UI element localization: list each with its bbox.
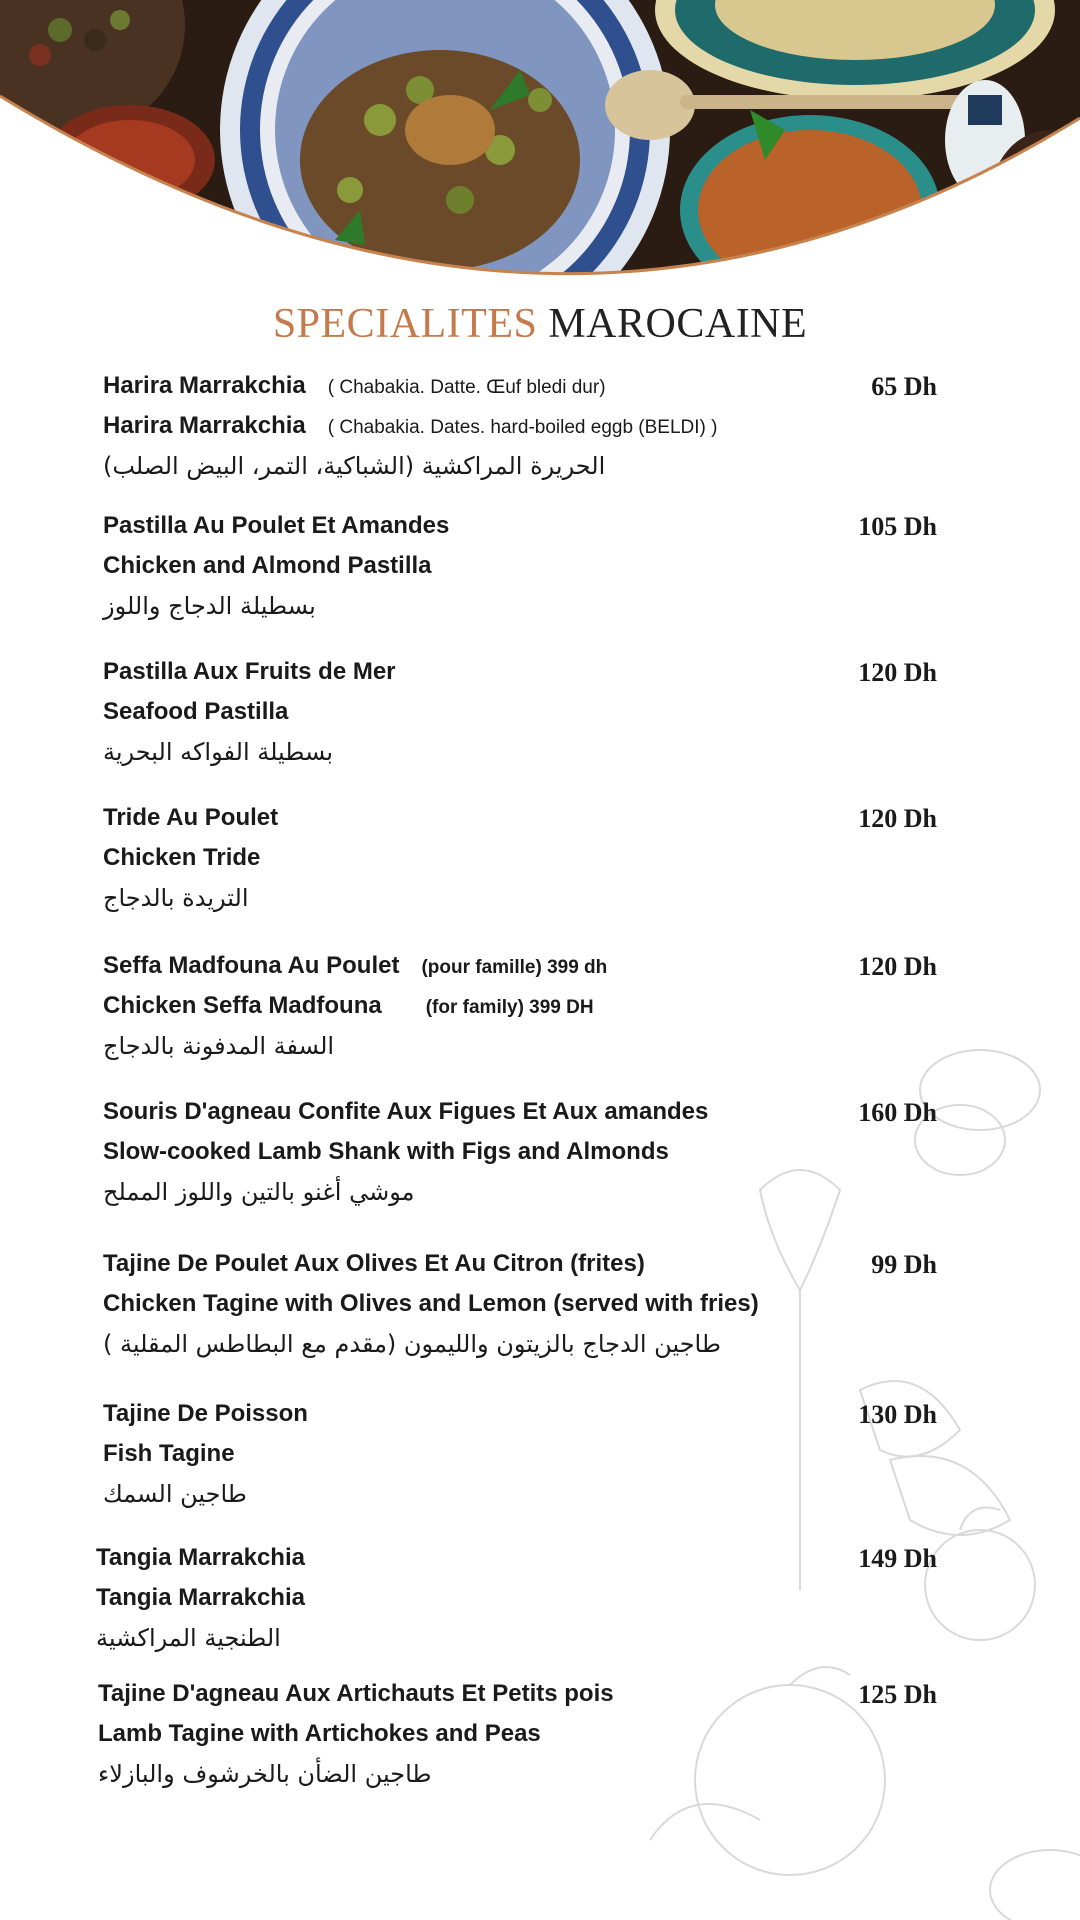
- item-name-fr: Souris D'agneau Confite Aux Figues Et Aux amandes: [103, 1098, 709, 1125]
- item-name-ar: الطنجية المراكشية: [96, 1624, 281, 1652]
- title-accent: SPECIALITES: [272, 301, 538, 347]
- item-price: 120 Dh: [858, 804, 937, 833]
- item-name-en: Harira Marrakchia ( Chabakia. Dates. hard-boiled eggb (BELDI) ): [103, 412, 718, 439]
- item-price: 125 Dh: [858, 1680, 937, 1709]
- item-note-fr: (pour famille) 399 dh: [421, 957, 608, 978]
- item-name-en: Chicken Seffa Madfouna (for family) 399 DH: [103, 992, 594, 1019]
- item-price: 120 Dh: [858, 952, 937, 981]
- item-name-ar: بسطيلة الفواكه البحرية: [103, 738, 334, 766]
- menu-item: [0, 658, 1080, 808]
- item-name-fr: Tajine De Poisson: [103, 1400, 308, 1427]
- menu-item: [0, 952, 1080, 1102]
- item-name-fr: Harira Marrakchia ( Chabakia. Datte. Œuf bledi dur): [103, 372, 606, 399]
- item-name-ar: طاجين الضأن بالخرشوف والبازلاء: [98, 1760, 432, 1788]
- item-name-fr: Tajine De Poulet Aux Olives Et Au Citron (frites): [103, 1250, 645, 1277]
- item-name-en: Chicken Tagine with Olives and Lemon (served with fries): [103, 1290, 759, 1317]
- menu-item: [0, 804, 1080, 954]
- menu-item: [0, 1544, 1080, 1694]
- item-name-ar: التريدة بالدجاج: [103, 884, 249, 912]
- menu-item: [0, 1680, 1080, 1830]
- menu-item: [0, 372, 1080, 522]
- item-price: 105 Dh: [858, 512, 937, 541]
- item-name-en: Fish Tagine: [103, 1440, 235, 1467]
- title-rest: MAROCAINE: [548, 301, 808, 347]
- item-note-en: (for family) 399 DH: [425, 997, 594, 1018]
- item-price: 149 Dh: [858, 1544, 937, 1573]
- item-name-fr: Seffa Madfouna Au Poulet (pour famille) 399 dh: [103, 952, 608, 979]
- item-name-en: Slow-cooked Lamb Shank with Figs and Almonds: [103, 1138, 669, 1165]
- menu-item: [0, 1250, 1080, 1400]
- menu-item: [0, 1400, 1080, 1550]
- item-name-ar: بسطيلة الدجاج واللوز: [103, 592, 316, 620]
- item-name-en: Tangia Marrakchia: [96, 1584, 305, 1611]
- item-note-fr: ( Chabakia. Datte. Œuf bledi dur): [327, 377, 606, 398]
- item-name-ar: الحريرة المراكشية (الشباكية، التمر، البيض الصلب): [103, 452, 606, 480]
- menu-item: [0, 1098, 1080, 1248]
- item-name-ar: طاجين الدجاج بالزيتون والليمون (مقدم مع البطاطس المقلية ): [103, 1330, 721, 1358]
- item-price: 120 Dh: [858, 658, 937, 687]
- item-price: 160 Dh: [858, 1098, 937, 1127]
- item-name-ar: طاجين السمك: [103, 1480, 247, 1508]
- item-note-en: ( Chabakia. Dates. hard-boiled eggb (BELDI) ): [327, 417, 718, 438]
- item-name-ar: موشي أغنو بالتين واللوز المملح: [103, 1178, 415, 1206]
- menu-title: [0, 300, 1080, 348]
- item-name-ar: السفة المدفونة بالدجاج: [103, 1032, 335, 1060]
- item-name-en: Seafood Pastilla: [103, 698, 289, 725]
- item-price: 130 Dh: [858, 1400, 937, 1429]
- item-name-en: Chicken Tride: [103, 844, 261, 871]
- header-food-photo: [0, 0, 1080, 300]
- item-name-en: Chicken and Almond Pastilla: [103, 552, 432, 579]
- item-price: 65 Dh: [871, 372, 937, 401]
- item-name-fr: Tajine D'agneau Aux Artichauts Et Petits pois: [98, 1680, 614, 1707]
- item-price: 99 Dh: [871, 1250, 937, 1279]
- item-name-fr: Pastilla Aux Fruits de Mer: [103, 658, 396, 685]
- item-name-fr: Tangia Marrakchia: [96, 1544, 305, 1571]
- item-name-fr: Tride Au Poulet: [103, 804, 279, 831]
- item-name-en: Lamb Tagine with Artichokes and Peas: [98, 1720, 541, 1747]
- item-name-fr: Pastilla Au Poulet Et Amandes: [103, 512, 450, 539]
- menu-item: [0, 512, 1080, 662]
